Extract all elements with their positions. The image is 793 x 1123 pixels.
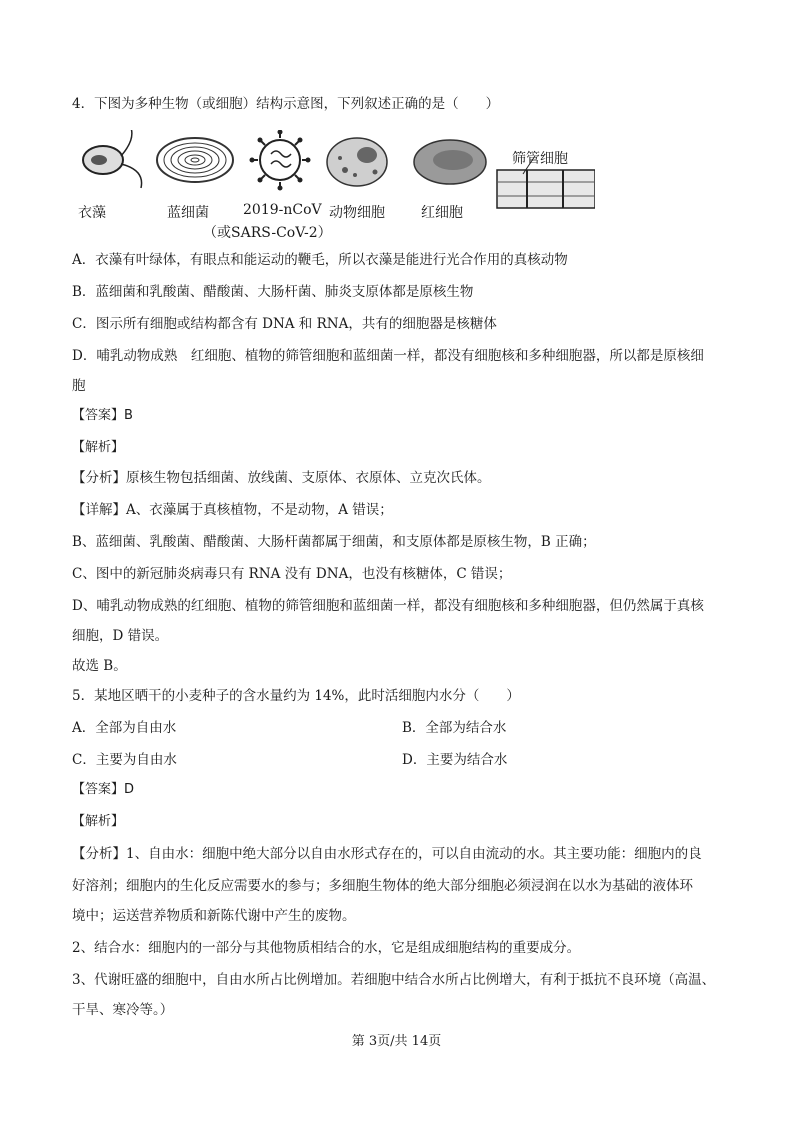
red-blood-cell-image xyxy=(414,140,486,184)
q4-figure xyxy=(75,130,595,240)
q5-analysis-line: 【分析】1、自由水：细胞中绝大部分以自由水形式存在的，可以自由流动的水。其主要功能：细胞内的良 xyxy=(72,846,702,862)
q5-analysis-line: 2、结合水：细胞内的一部分与其他物质相结合的水，它是组成细胞结构的重要成分。 xyxy=(72,940,581,956)
q4-analysis-line: C、图中的新冠肺炎病毒只有 RNA 没有 DNA，也没有核糖体，C 错误； xyxy=(72,566,512,582)
q4-option-b: B．蓝细菌和乳酸菌、醋酸菌、大肠杆菌、肺炎支原体都是原核生物 xyxy=(72,284,474,300)
label-sieve-tube-cell: 筛管细胞 xyxy=(512,151,568,167)
q4-stem: 4．下图为多种生物（或细胞）结构示意图，下列叙述正确的是（ ） xyxy=(72,96,500,112)
q5-option-d: D．主要为结合水 xyxy=(402,752,508,768)
label-sars-cov-2: （或SARS-CoV-2） xyxy=(203,225,332,241)
label-2019-ncov: 2019-nCoV xyxy=(243,202,322,218)
q4-option-a: A．衣藻有叶绿体，有眼点和能运动的鞭毛，所以衣藻是能进行光合作用的真核动物 xyxy=(72,252,568,268)
coronavirus-image xyxy=(250,130,311,191)
q4-analysis-line: D、哺乳动物成熟的红细胞、植物的筛管细胞和蓝细菌一样，都没有细胞核和多种细胞器，但仍然属于真核 xyxy=(72,598,704,614)
q4-option-d: D．哺乳动物成熟 红细胞、植物的筛管细胞和蓝细菌一样，都没有细胞核和多种细胞器，所以都是原核细 xyxy=(72,348,704,364)
q5-answer: 【答案】D xyxy=(72,782,135,797)
q4-option-d-cont: 胞 xyxy=(72,378,86,394)
q5-analysis-line: 境中；运送营养物质和新陈代谢中产生的废物。 xyxy=(72,908,356,924)
animal-cell-image xyxy=(327,138,387,186)
label-chlamydomonas: 衣藻 xyxy=(78,205,106,221)
label-animal-cell: 动物细胞 xyxy=(329,205,385,221)
chlamydomonas-image xyxy=(83,130,142,188)
q5-option-b: B．全部为结合水 xyxy=(402,720,507,736)
q4-analysis-title: 【解析】 xyxy=(72,440,125,455)
label-red-blood-cell: 红细胞 xyxy=(421,205,463,221)
q4-answer: 【答案】B xyxy=(72,408,133,423)
q5-option-a: A．全部为自由水 xyxy=(72,720,177,736)
page-footer: 第 3页/共 14页 xyxy=(351,1034,442,1049)
q4-analysis-line: 【详解】A、衣藻属于真核植物，不是动物，A 错误； xyxy=(72,502,393,518)
q4-option-c: C．图示所有细胞或结构都含有 DNA 和 RNA，共有的细胞器是核糖体 xyxy=(72,316,497,332)
cyanobacteria-image xyxy=(157,138,233,182)
q4-analysis-line: 【分析】原核生物包括细菌、放线菌、支原体、衣原体、立克次氏体。 xyxy=(72,470,491,486)
q5-analysis-title: 【解析】 xyxy=(72,814,125,829)
q5-analysis-line: 3、代谢旺盛的细胞中，自由水所占比例增加。若细胞中结合水所占比例增大，有利于抵抗不良环境（高温、 xyxy=(72,972,716,988)
q5-stem: 5．某地区晒干的小麦种子的含水量约为 14%，此时活细胞内水分（ ） xyxy=(72,688,520,704)
label-cyanobacteria: 蓝细菌 xyxy=(167,205,209,221)
q5-analysis-line: 好溶剂；细胞内的生化反应需要水的参与；多细胞生物体的绝大部分细胞必须浸润在以水为基础的液体环 xyxy=(72,878,693,894)
q5-analysis-line: 干旱、寒冷等。） xyxy=(72,1002,174,1018)
q4-analysis-line: B、蓝细菌、乳酸菌、醋酸菌、大肠杆菌都属于细菌，和支原体都是原核生物，B 正确； xyxy=(72,534,596,550)
q4-analysis-line: 细胞，D 错误。 xyxy=(72,628,169,644)
q5-option-c: C．主要为自由水 xyxy=(72,752,177,768)
q4-analysis-line: 故选 B。 xyxy=(72,658,127,674)
